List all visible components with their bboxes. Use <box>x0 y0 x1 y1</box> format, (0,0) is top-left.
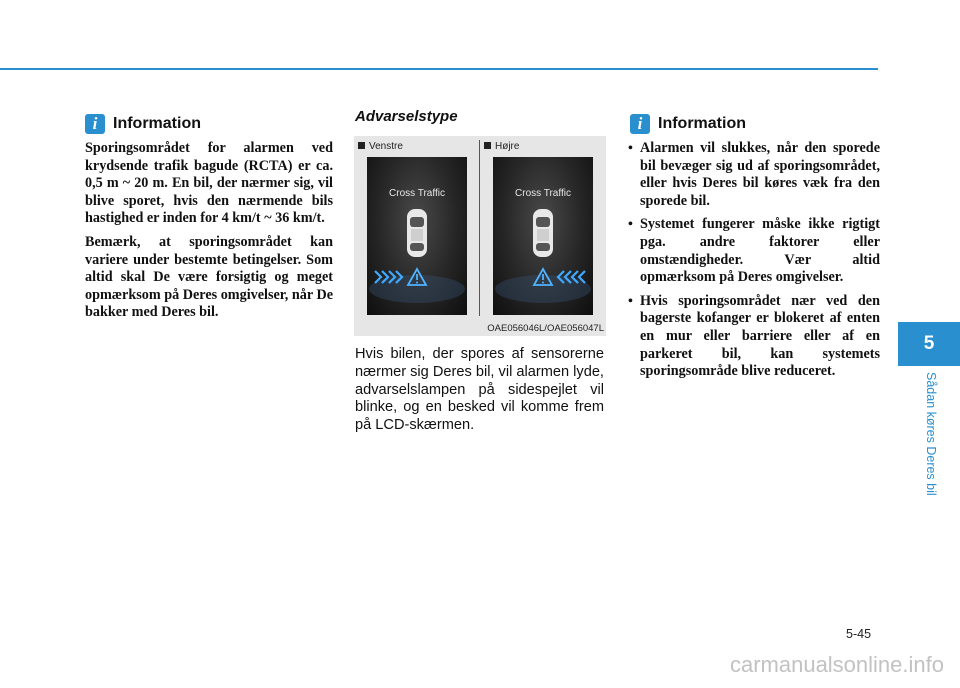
info-icon: i <box>630 114 650 134</box>
section-title: Advarselstype <box>355 108 458 125</box>
chapter-title: Sådan køres Deres bil <box>924 372 938 496</box>
list-item <box>628 216 880 286</box>
paragraph-caution: Bemærk, at sporingsområdet kan variere under bestemte betingelser. Som altid skal De være forsigtig og meget opmærksom på Deres omgivelser, når De bakker med Deres bil. <box>85 233 333 321</box>
info-heading-left <box>85 114 201 134</box>
bullet: • <box>628 293 633 309</box>
info-title-left: Information <box>113 115 201 132</box>
info-heading-right <box>630 114 746 134</box>
lcd-screen-right-graphic <box>493 157 593 315</box>
square-bullet-icon <box>484 142 491 149</box>
figure-divider <box>479 140 480 316</box>
bullet: • <box>628 217 633 233</box>
list-item <box>628 140 880 210</box>
bullet: • <box>628 141 633 156</box>
lcd-screen-left <box>367 157 467 315</box>
watermark: carmanualsonline.info <box>729 652 944 677</box>
lcd-screen-right <box>493 157 593 315</box>
list-item-text: Hvis sporingsområdet nær ved den bagerste kofanger er blokeret af enten en mur eller barriere eller af en parkeret bil, kan systemets sporingsområde blive reduceret. <box>640 292 880 380</box>
top-rule <box>0 68 878 70</box>
car-top-view-icon <box>533 209 553 257</box>
info-title-right: Information <box>658 115 746 132</box>
screen-message-left: Cross Traffic <box>389 188 445 199</box>
info-list-right <box>628 140 880 387</box>
panel-label-right <box>484 141 519 152</box>
warning-description: Hvis bilen, der spores af sensorerne nærmer sig Deres bil, vil alarmen lyde, advarselslampen på sidespejlet vil blinke, og en besked vil komme frem på LCD-skærmen. <box>355 346 604 434</box>
warning-type-figure <box>354 136 606 336</box>
car-top-view-icon <box>407 209 427 257</box>
info-icon: i <box>85 114 105 134</box>
list-item <box>628 293 880 381</box>
screen-message-right: Cross Traffic <box>515 188 571 199</box>
paragraph-tracking-range: Sporingsområdet for alarmen ved krydsende trafik bagude (RCTA) er ca. 0,5 m ~ 20 m. En bil, der nærmer sig, vil blive sporet, hvis den nærmende bils hastighed er inden for 4 km/t ~ 36 km/t. <box>85 140 333 227</box>
page-number: 5-45 <box>846 627 872 641</box>
panel-label-left-text: Venstre <box>369 141 403 152</box>
chapter-number-tab: 5 <box>898 322 960 366</box>
list-item-text: Systemet fungerer måske ikke rigtigt pga. andre faktorer eller omstændigheder. Vær altid opmærksom på Deres omgivelser. <box>640 216 880 286</box>
square-bullet-icon <box>358 142 365 149</box>
panel-label-right-text: Højre <box>495 141 520 152</box>
list-item-text: Alarmen vil slukkes, når den sporede bil bevæger sig ud af sporingsområdet, eller hvis Deres bil køres væk fra den sporede bil. <box>640 140 880 209</box>
lcd-screen-left-graphic <box>367 157 467 315</box>
figure-code: OAE056046L/OAE056047L <box>487 323 604 334</box>
info-text-left <box>85 140 333 328</box>
panel-label-left <box>358 141 403 152</box>
